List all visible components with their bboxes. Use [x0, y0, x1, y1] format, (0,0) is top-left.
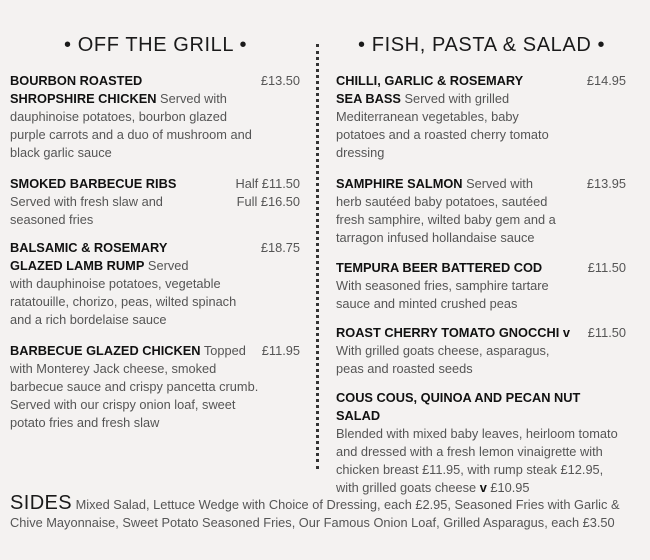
item-name: TEMPURA BEER BATTERED COD: [336, 260, 543, 275]
item-desc: With grilled goats cheese, asparagus, peas and roasted seeds: [336, 343, 550, 376]
item-desc: Blended with mixed baby leaves, heirloom tomato and dressed with a fresh lemon vinaigrette with chicken breast £11.95, with rump steak £12.95, with grilled goats cheese: [336, 426, 618, 495]
fish-pasta-salad-heading: • FISH, PASTA & SALAD •: [358, 34, 606, 56]
item-desc: dauphinoise potatoes, bourbon glazed purple carrots and a duo of mushroom and black garlic sauce: [10, 109, 252, 160]
item-desc: With seasoned fries, samphire tartare sauce and minted crushed peas: [336, 278, 549, 311]
item-desc-inline: Served: [147, 258, 189, 273]
menu-item-bourbon-chicken: [10, 72, 300, 162]
item-desc-block: [336, 425, 621, 497]
off-the-grill-heading: • OFF THE GRILL •: [64, 34, 248, 56]
menu-item-lamb-rump: [10, 239, 300, 329]
item-name: COUS COUS, QUINOA AND PECAN NUT SALAD: [336, 390, 581, 423]
item-price: £13.50: [260, 73, 300, 88]
item-desc: herb sautéed baby potatoes, sautéed fresh samphire, wilted baby gem and a tarragon infused hollandaise sauce: [336, 194, 556, 245]
item-desc-inline: Served with: [466, 176, 533, 191]
item-desc: with Monterey Jack cheese, smoked barbecue sauce and crispy pancetta crumb. Served with our crispy onion loaf, sweet potato fries and fresh slaw: [10, 361, 259, 430]
item-name-line2: GLAZED LAMB RUMP: [10, 258, 145, 273]
menu-item-cous-cous-salad: [336, 389, 626, 497]
item-name: CHILLI, GARLIC & ROSEMARY: [336, 73, 524, 88]
menu-item-smoked-ribs: [10, 175, 300, 229]
menu-item-tempura-cod: [336, 259, 626, 313]
item-desc: Mediterranean vegetables, baby potatoes and a roasted cherry tomato dressing: [336, 109, 549, 160]
item-desc: Served with fresh slaw and seasoned fries: [10, 194, 163, 227]
menu-item-bbq-chicken: [10, 342, 300, 432]
sides-text: Mixed Salad, Lettuce Wedge with Choice of Dressing, each £2.95, Seasoned Fries with Garlic & Chive Mayonnaise, Sweet Potato Seasoned Fries, Our Famous Onion Loaf, Grilled Asparagus, each £3.50: [10, 497, 620, 530]
vegetarian-icon: v: [562, 325, 570, 340]
item-desc-inline: Topped: [203, 343, 246, 358]
item-name: ROAST CHERRY TOMATO GNOCCHI: [336, 325, 560, 340]
item-price: £11.95: [261, 343, 300, 358]
item-price: £11.50: [587, 260, 626, 275]
column-divider: [316, 44, 319, 469]
vegetarian-icon: v: [479, 480, 487, 495]
menu-item-gnocchi: [336, 324, 626, 378]
item-price: £13.95: [586, 176, 626, 191]
item-name: BOURBON ROASTED: [10, 73, 143, 88]
item-price: £18.75: [260, 240, 300, 255]
item-price: £14.95: [586, 73, 626, 88]
sides-title: SIDES: [10, 492, 73, 514]
item-name: SAMPHIRE SALMON: [336, 176, 463, 191]
item-name: BARBECUE GLAZED CHICKEN: [10, 343, 201, 358]
menu-item-samphire-salmon: [336, 175, 626, 247]
item-name-line2: SHROPSHIRE CHICKEN: [10, 91, 157, 106]
item-desc-tail: £10.95: [490, 480, 530, 495]
item-desc-inline: Served with: [160, 91, 227, 106]
item-desc: with dauphinoise potatoes, vegetable ratatouille, chorizo, peas, wilted spinach and a rich bordelaise sauce: [10, 276, 237, 327]
item-name: SMOKED BARBECUE RIBS: [10, 176, 177, 191]
item-price-half: Half £11.50: [235, 176, 300, 191]
menu-item-sea-bass: [336, 72, 626, 162]
sides-section: [10, 494, 630, 532]
item-price-full: Full £16.50: [236, 194, 300, 209]
item-price: £11.50: [587, 325, 626, 340]
item-desc-inline: Served with grilled: [404, 91, 510, 106]
item-name: BALSAMIC & ROSEMARY: [10, 240, 168, 255]
item-name-line2: SEA BASS: [336, 91, 401, 106]
